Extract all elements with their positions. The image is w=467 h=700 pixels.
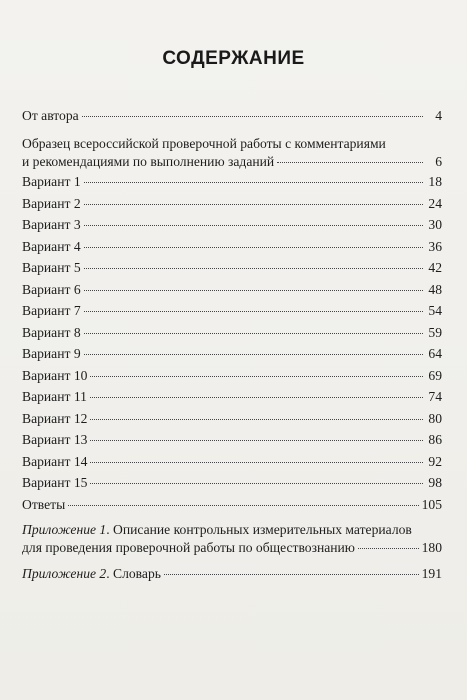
toc-entry-page: 48	[428, 281, 442, 297]
toc-entry-label-line2: и рекомендациями по выполнению заданий	[22, 154, 275, 169]
dot-leader	[277, 162, 423, 163]
toc-entry-label	[22, 565, 164, 583]
toc-entry-label: Вариант 14	[22, 453, 88, 469]
table-of-contents	[22, 107, 442, 587]
dot-leader	[84, 354, 423, 355]
appendix-prefix: Приложение 2	[22, 566, 107, 581]
toc-entry-appendix-1[interactable]	[22, 521, 442, 557]
toc-entry-page: 105	[421, 496, 442, 512]
appendix-title: . Описание контрольных измерительных материалов	[106, 522, 412, 537]
dot-leader	[84, 333, 423, 334]
toc-entry-page: 74	[428, 389, 442, 404]
toc-entry-variant[interactable]	[22, 474, 442, 496]
toc-entry-label: Вариант 11	[22, 389, 87, 404]
toc-entry-label-line2: для проведения проверочной работы по обществознанию	[22, 540, 355, 555]
page-title: СОДЕРЖАНИЕ	[162, 48, 305, 69]
toc-entry-page: 24	[428, 195, 442, 211]
dot-leader	[90, 419, 423, 420]
toc-entry-page: 86	[428, 432, 442, 447]
toc-entry-variant[interactable]	[22, 431, 442, 453]
toc-entry-variant[interactable]	[22, 324, 442, 346]
toc-entry-label: Вариант 12	[22, 410, 88, 426]
toc-entry-variant[interactable]	[22, 453, 442, 475]
toc-entry-variant[interactable]	[22, 388, 442, 410]
toc-entry-label: Вариант 4	[22, 238, 81, 254]
dot-leader	[90, 376, 423, 377]
toc-entry-page: 18	[428, 174, 442, 189]
toc-entry-page: 36	[428, 238, 442, 254]
toc-entry-variant[interactable]	[22, 367, 442, 389]
dot-leader	[84, 204, 423, 205]
toc-entry-label: Вариант 5	[22, 260, 81, 275]
toc-entry-label: Вариант 10	[22, 367, 88, 383]
toc-entry-page: 180	[421, 540, 442, 555]
toc-entry-label: Вариант 8	[22, 324, 81, 340]
toc-entry-page: 4	[435, 108, 442, 123]
dot-leader	[84, 290, 423, 291]
toc-entry-page: 59	[428, 324, 442, 340]
dot-leader	[82, 116, 423, 117]
dot-leader	[358, 548, 419, 549]
toc-entry-label-line1	[22, 521, 442, 539]
dot-leader	[68, 505, 418, 506]
toc-entry-page: 69	[428, 367, 442, 383]
toc-entry-page: 80	[428, 410, 442, 426]
dot-leader	[84, 268, 423, 269]
toc-entry-label: Вариант 13	[22, 432, 88, 447]
toc-entry-page: 6	[435, 154, 442, 169]
toc-entry-variant[interactable]	[22, 259, 442, 281]
toc-entry-variant[interactable]	[22, 345, 442, 367]
dot-leader	[90, 440, 423, 441]
toc-entry-page: 54	[428, 303, 442, 318]
toc-entry-page: 42	[428, 260, 442, 275]
toc-entry-answers[interactable]	[22, 496, 442, 518]
toc-entry-label: Вариант 6	[22, 281, 81, 297]
variants-list	[22, 173, 442, 496]
toc-entry-variant[interactable]	[22, 238, 442, 260]
toc-entry-page: 98	[428, 475, 442, 490]
toc-entry-label: От автора	[22, 108, 79, 123]
dot-leader	[84, 225, 423, 226]
dot-leader	[90, 483, 423, 484]
toc-entry-page: 191	[421, 566, 442, 581]
toc-entry-label: Вариант 2	[22, 195, 81, 211]
toc-entry-sample[interactable]	[22, 135, 442, 171]
toc-entry-page: 64	[428, 346, 442, 361]
toc-entry-variant[interactable]	[22, 173, 442, 195]
appendix-title: . Словарь	[106, 566, 161, 581]
dot-leader	[164, 574, 419, 575]
toc-entry-label: Вариант 1	[22, 174, 81, 189]
toc-entry-appendix-2[interactable]	[22, 565, 442, 587]
toc-entry-variant[interactable]	[22, 195, 442, 217]
toc-entry-variant[interactable]	[22, 281, 442, 303]
appendix-prefix: Приложение 1	[22, 522, 107, 537]
toc-entry-label: Ответы	[22, 496, 66, 512]
toc-entry-label: Вариант 7	[22, 303, 81, 318]
toc-entry-page: 92	[428, 453, 442, 469]
dot-leader	[84, 182, 423, 183]
dot-leader	[84, 247, 423, 248]
toc-entry-label: Вариант 9	[22, 346, 81, 361]
toc-entry-label: Вариант 15	[22, 475, 88, 490]
toc-entry-author[interactable]	[22, 107, 442, 129]
toc-entry-variant[interactable]	[22, 216, 442, 238]
dot-leader	[90, 462, 423, 463]
toc-entry-label-line1: Образец всероссийской проверочной работы с комментариями	[22, 136, 386, 151]
toc-entry-page: 30	[428, 217, 442, 232]
dot-leader	[84, 311, 423, 312]
toc-entry-variant[interactable]	[22, 302, 442, 324]
dot-leader	[90, 397, 423, 398]
toc-entry-variant[interactable]	[22, 410, 442, 432]
toc-entry-label: Вариант 3	[22, 217, 81, 232]
